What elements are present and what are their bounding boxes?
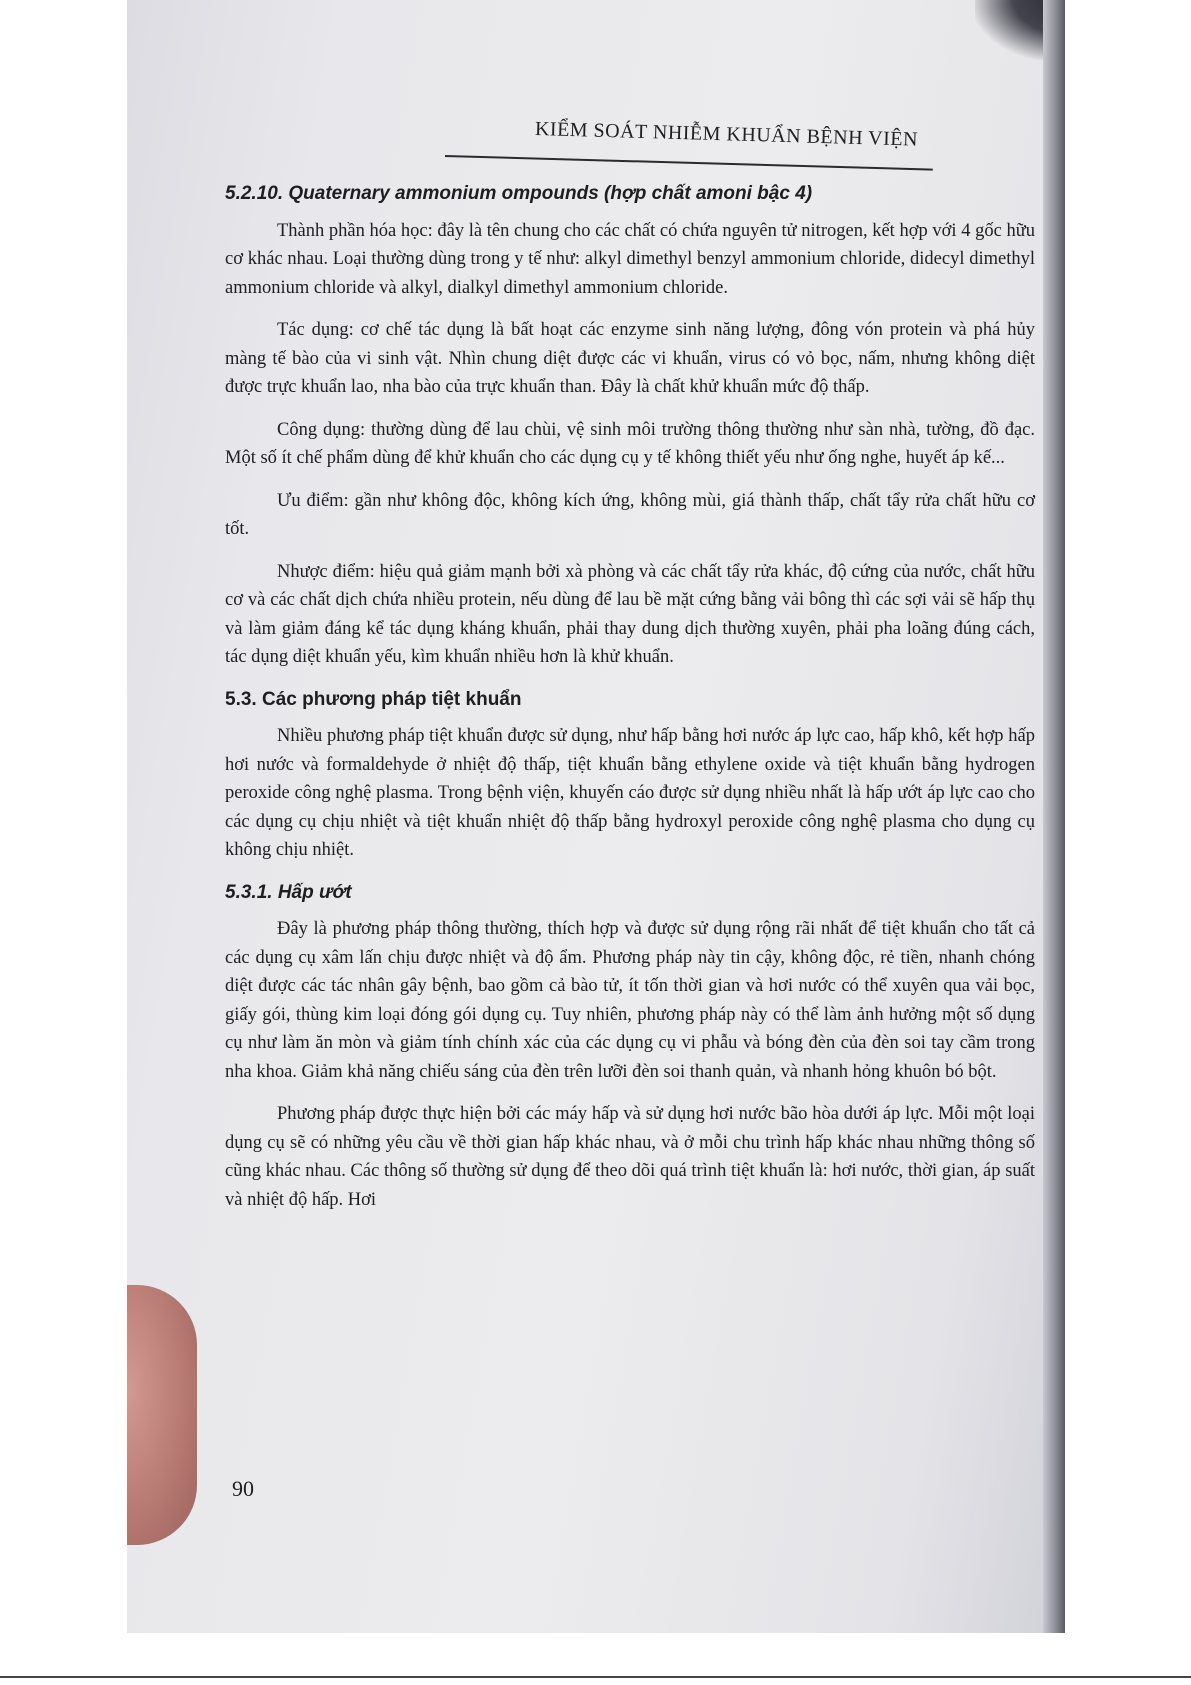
page-edge [1043,0,1065,1633]
body-text [225,170,1035,1228]
section-heading: 5.3.1. Hấp ướt [225,881,352,903]
paragraph: Đây là phương pháp thông thường, thích hợp và được sử dụng rộng rãi nhất để tiệt khuẩn cho tất cả các dụng cụ xâm lấn chịu được nhiệt và độ ẩm. Phương pháp này tin cậy, không độc, rẻ tiền, nhanh chóng diệt được các tác nhân gây bệnh, bao gồm cả bào tử, ít tốn thời gian và hơi nước có thể xuyên qua vải bọc, giấy gói, thùng kim loại đóng gói dụng cụ. Tuy nhiên, phương pháp này có thể làm ảnh hưởng một số dụng cụ như làm ăn mòn và giảm tính chính xác của các dụng cụ vi phẫu và bóng đèn của đèn soi tay cầm trong nha khoa. Giảm khả năng chiếu sáng của đèn trên lưỡi đèn soi thanh quản, và nhanh hỏng khuôn bó bột. [225,919,1035,1082]
paragraph: Phương pháp được thực hiện bởi các máy hấp và sử dụng hơi nước bão hòa dưới áp lực. Mỗi một loại dụng cụ sẽ có những yêu cầu về thời gian hấp khác nhau, và ở mỗi chu trình hấp khác nhau những thông số cũng khác nhau. Các thông số thường sử dụng để theo dõi quá trình tiệt khuẩn là: hơi nước, thời gian, áp suất và nhiệt độ hấp. Hơi [225,1104,1035,1210]
paragraph: Công dụng: thường dùng để lau chùi, vệ sinh môi trường thông thường như sàn nhà, tường, đồ đạc. Một số ít chế phẩm dùng để khử khuẩn cho các dụng cụ y tế không thiết yếu như ống nghe, huyết áp kế... [225,419,1035,468]
section-heading: 5.2.10. Quaternary ammonium ompounds (hợp chất amoni bậc 4) [225,183,813,204]
paragraph: Nhiều phương pháp tiệt khuẩn được sử dụng, như hấp bằng hơi nước áp lực cao, hấp khô, kết hợp hấp hơi nước và formaldehyde ở nhiệt độ thấp, tiệt khuẩn bằng ethylene oxide và tiệt khuẩn bằng hydrogen peroxide công nghệ plasma. Trong bệnh viện, khuyến cáo được sử dụng nhiều nhất là hấp ướt áp lực cao cho các dụng cụ chịu nhiệt và tiệt khuẩn nhiệt độ thấp bằng hydroxyl peroxide công nghệ plasma cho dụng cụ không chịu nhiệt. [225,726,1035,860]
finger-image [127,1285,197,1545]
section-heading: 5.3. Các phương pháp tiệt khuẩn [225,688,522,710]
page-number: 90 [232,1476,254,1501]
paragraph: Tác dụng: cơ chế tác dụng là bất hoạt các enzyme sinh năng lượng, đông vón protein và phá hủy màng tế bào của vi sinh vật. Nhìn chung diệt được các vi khuẩn, virus có vỏ bọc, nấm, nhưng không diệt được trực khuẩn lao, nha bào của trực khuẩn than. Đây là chất khử khuẩn mức độ thấp. [225,320,1035,397]
paragraph: Nhược điểm: hiệu quả giảm mạnh bởi xà phòng và các chất tẩy rửa khác, độ cứng của nước, chất hữu cơ và các chất dịch chứa nhiều protein, nếu dùng để lau bề mặt cứng bằng vải bông thì các sợi vải sẽ hấp thụ và làm giảm đáng kể tác dụng kháng khuẩn, phải thay dung dịch thường xuyên, phải pha loãng đúng cách, tác dụng diệt khuẩn yếu, kìm khuẩn nhiều hơn là khử khuẩn. [225,561,1035,667]
paragraph: Thành phần hóa học: đây là tên chung cho các chất có chứa nguyên tử nitrogen, kết hợp với 4 gốc hữu cơ khác nhau. Loại thường dùng trong y tế như: alkyl dimethyl benzyl ammonium chloride, didecyl dimethyl ammonium chloride và alkyl, dialkyl dimethyl ammonium chloride. [225,220,1035,298]
paragraph: Ưu điểm: gần như không độc, không kích ứng, không mùi, giá thành thấp, chất tẩy rửa chất hữu cơ tốt. [225,490,1035,539]
running-header: KIỂM SOÁT NHIỄM KHUẨN BỆNH VIỆN [534,118,919,151]
scan-bottom-line [0,1676,1191,1678]
